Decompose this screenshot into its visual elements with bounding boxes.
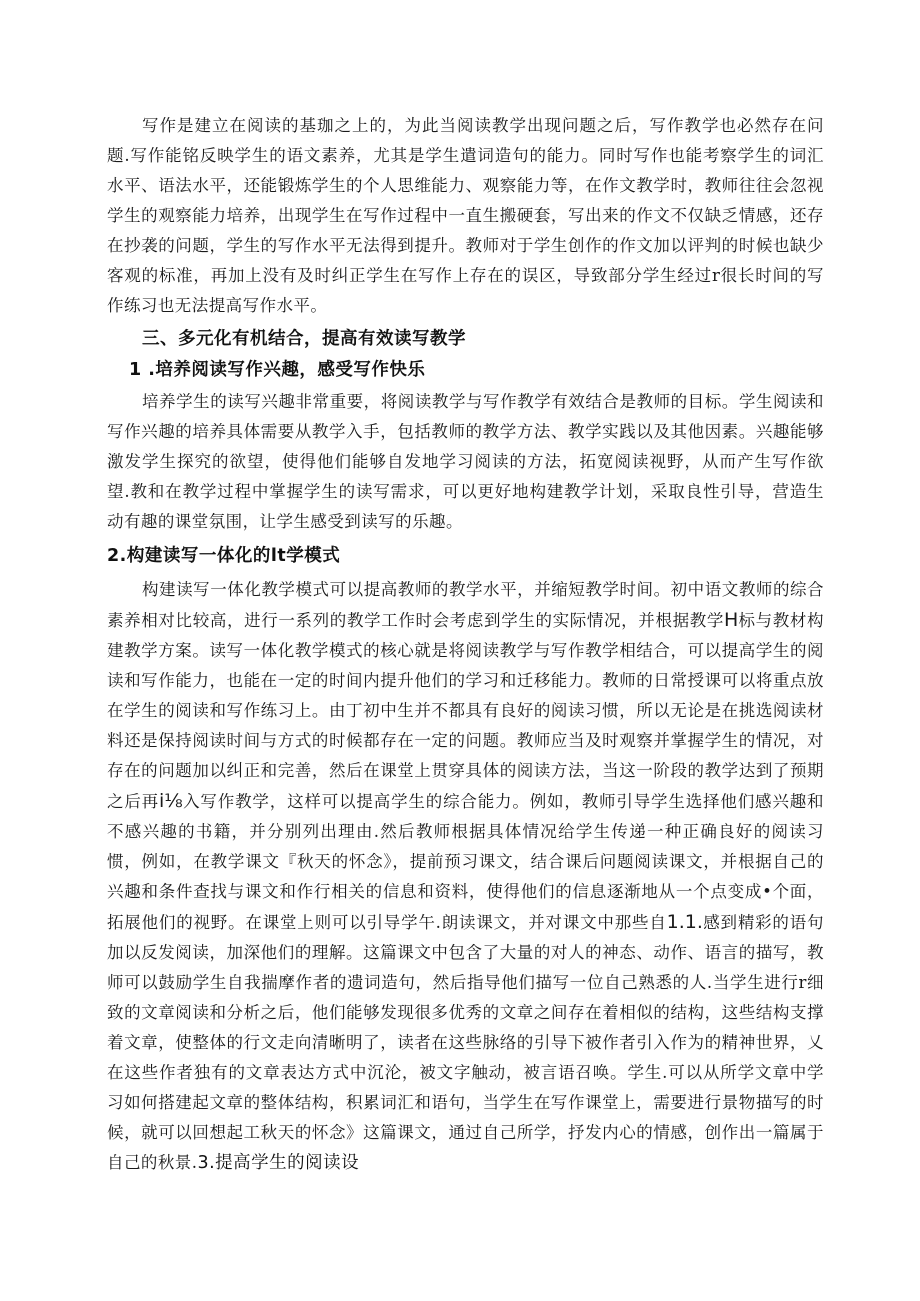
subheading-integrated-model: 2.构建读写一体化的lt学模式 <box>107 546 341 566</box>
inline-subheading: 3.提高学生的阅读设 <box>197 1153 360 1173</box>
section-heading: 三、多元化有机结合，提高有效读写教学 <box>142 329 466 349</box>
paragraph-text: 感到精彩的语句加以反发阅读，加深他们的理解。这篇课文中包含了大量的对人的神态、动作、语言的描写，教师可以鼓励学生自我揣摩作者的遗词造句，然后指导他们描写一位自己熟悉的人.当学生进行r细致的文章阅读和分析之后，他们能够发现很多优秀的文章之间存在着相似的结构，这些结构支撑着文章，使整体的行文走向清晰明了，读者在这些脉络的引导下被作者引入作为的精神世界，乂在这些作者独有的文章表达方式中沉沦，被文字触动，被言语召唤。学生.可以从所学文章中学习如何搭建起文章的整体结构，积累词汇和语句，当学生在写作课堂上，需要进行景物描写的时候，就可以回想起工秋天的怀念》这篇课文，通过自己所学，抒发内心的情感，创作出一篇属于自己的秋景. <box>107 913 824 1172</box>
body-paragraph: 写作是建立在阅读的基珈之上的，为此当阅读教学出现问题之后，写作教学也必然存在问题.写作能铭反映学生的语文素养，尤其是学生遣词造句的能力。同时写作也能考察学生的词汇水平、语法水平，还能锻炼学生的个人思维能力、观察能力等，在作文教学时，教师往往会忽视学生的观察能力培养，出现学生在写作过程中一直生搬硬套，写出来的作文不仅缺乏情感，还存在抄袭的问题，学生的写作水平无法得到提升。教师对于学生创作的作文加以评判的时候也缺少客观的标准，再加上没有及时纠正学生在写作上存在的误区，导致部分学生经过r很长时间的写作练习也无法提高写作水平。 <box>107 116 824 315</box>
ocr-artifact-text: 1.1. <box>666 911 703 933</box>
paragraph-text: 入写作教学，这样可以提高学生的综合能力。例如，教师引导学生选择他们感兴趣和不感兴趣的书籍，并分别列出理由.然后教师根据具体情况给学生传递一种正确良好的阅读习惯，例如，在教学课文『秋天的怀念》，提前预习课文，结合课后问题阅读课文，并根据自己的兴趣和条件查找与课文和作行相关的信息和资料，使得他们的信息逐渐地从一个点变成•个面，拓展他们的视野。在课堂上则可以引导学午.朗读课文，并对课文中那些自 <box>107 792 824 932</box>
paragraph-text: 标与教材构建教学方案。读写一体化教学模式的核心就是将阅读教学与写作教学相结合，可以提高学生的阅读和写作能力，也能在一定的时间内提升他们的学习和迁移能力。教师的日常授课可以将重点放在学生的阅读和写作练习上。由丁初中生并不都具有良好的阅读习惯，所以无论是在挑选阅读材料还是保持阅读时间与方式的时候都存在一定的问题。教师应当及时观察并掌握学生的情况，对存在的问题加以纠正和完善，然后在课堂上贯穿具体的阅读方法，当这一阶段的教学达到了预期之后再 <box>107 611 825 811</box>
document-body <box>107 111 824 1178</box>
body-paragraph <box>107 575 824 1178</box>
paragraph-text: 构建读写一体化教学模式可以提高教师的教学水平，并缩短教学时间。初中语文教师的综合素养相对比较高，进行一系列的教学工作时会考虑到学生的实际情况，并根据教学 <box>107 580 824 630</box>
body-paragraph: 培养学生的读写兴趣非常重要，将阅读教学与写作教学有效结合是教师的目标。学生阅读和写作兴趣的培养具体需要从教学入手，包括教师的教学方法、教学实践以及其他因素。兴趣能够激发学生探究的欲望，使得他们能够自发地学习阅读的方法，拓宽阅读视野，从而产生写作欲望.教和在教学过程中掌握学生的读写需求，可以更好地构建教学计划，采取良性引导，营造生动有趣的课堂氛围，让学生感受到读写的乐趣。 <box>107 392 824 531</box>
ocr-artifact-text: i⅛ <box>159 790 183 812</box>
ocr-artifact-text: H <box>724 609 739 631</box>
subheading-reading-interest: 1 .培养阅读写作兴趣，感受写作快乐 <box>129 360 426 380</box>
